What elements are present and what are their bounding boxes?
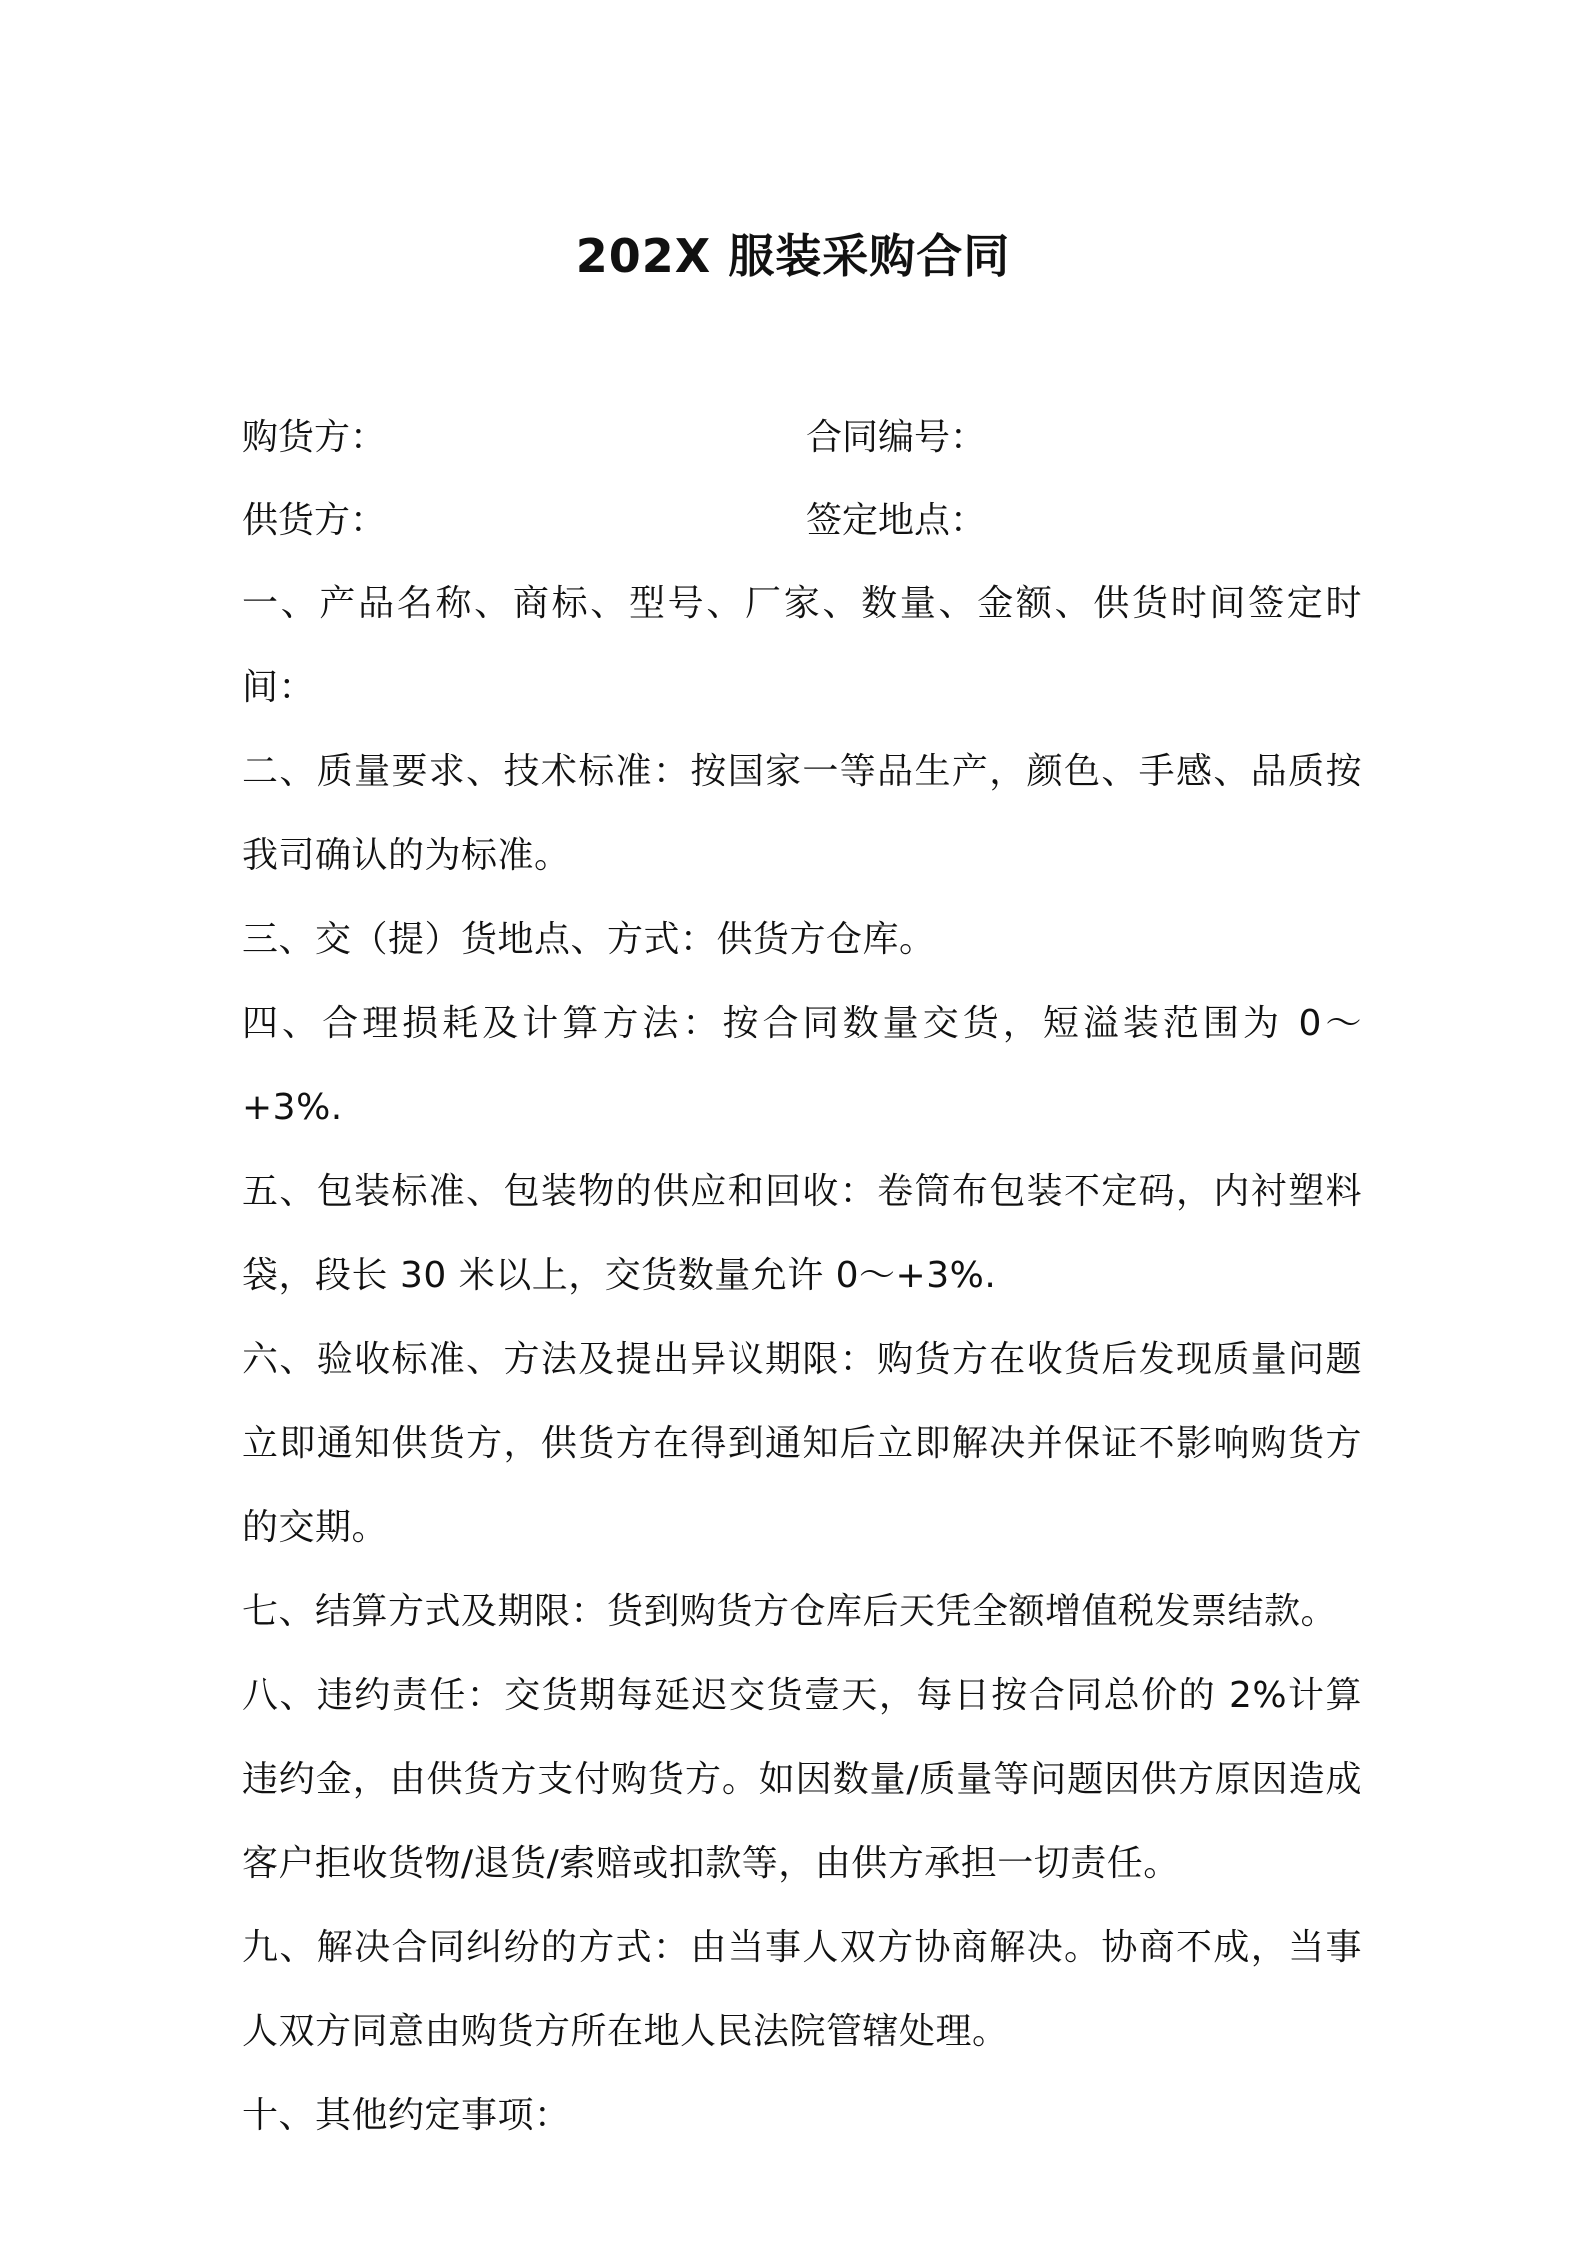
contract-clauses — [242, 562, 1362, 2158]
supplier-label: 供货方： — [242, 500, 387, 541]
clause-2: 二、质量要求、技术标准：按国家一等品生产，颜色、手感、品质按我司确认的为标准。 — [242, 751, 1362, 876]
clause-1: 一、产品名称、商标、型号、厂家、数量、金额、供货时间签定时间： — [242, 583, 1362, 708]
contract-number-label: 合同编号： — [806, 417, 987, 458]
clause-7: 七、结算方式及期限：货到购货方仓库后天凭全额增值税发票结款。 — [242, 1591, 1338, 1632]
clause-3: 三、交（提）货地点、方式：供货方仓库。 — [242, 919, 936, 960]
signing-place-label: 签定地点： — [806, 500, 987, 541]
clause-5: 五、包装标准、包装物的供应和回收：卷筒布包装不定码，内衬塑料袋，段长 30 米以上，交货数量允许 0～+3%. — [242, 1171, 1362, 1296]
party-row-1 — [242, 396, 1362, 480]
buyer-label: 购货方： — [242, 417, 387, 458]
party-row-2 — [242, 479, 1362, 563]
clause-9: 九、解决合同纠纷的方式：由当事人双方协商解决。协商不成，当事人双方同意由购货方所在地人民法院管辖处理。 — [242, 1927, 1362, 2052]
page-title: 202X 服装采购合同 — [575, 229, 1011, 283]
clause-10: 十、其他约定事项： — [242, 2095, 571, 2136]
clause-6: 六、验收标准、方法及提出异议期限：购货方在收货后发现质量问题立即通知供货方，供货方在得到通知后立即解决并保证不影响购货方的交期。 — [242, 1339, 1362, 1548]
clause-4: 四、合理损耗及计算方法：按合同数量交货，短溢装范围为 0～+3%. — [242, 1003, 1362, 1128]
clause-8: 八、违约责任：交货期每延迟交货壹天，每日按合同总价的 2%计算违约金，由供货方支付购货方。如因数量/质量等问题因供方原因造成客户拒收货物/退货/索赔或扣款等，由供方承担一切责任。 — [242, 1675, 1362, 1884]
